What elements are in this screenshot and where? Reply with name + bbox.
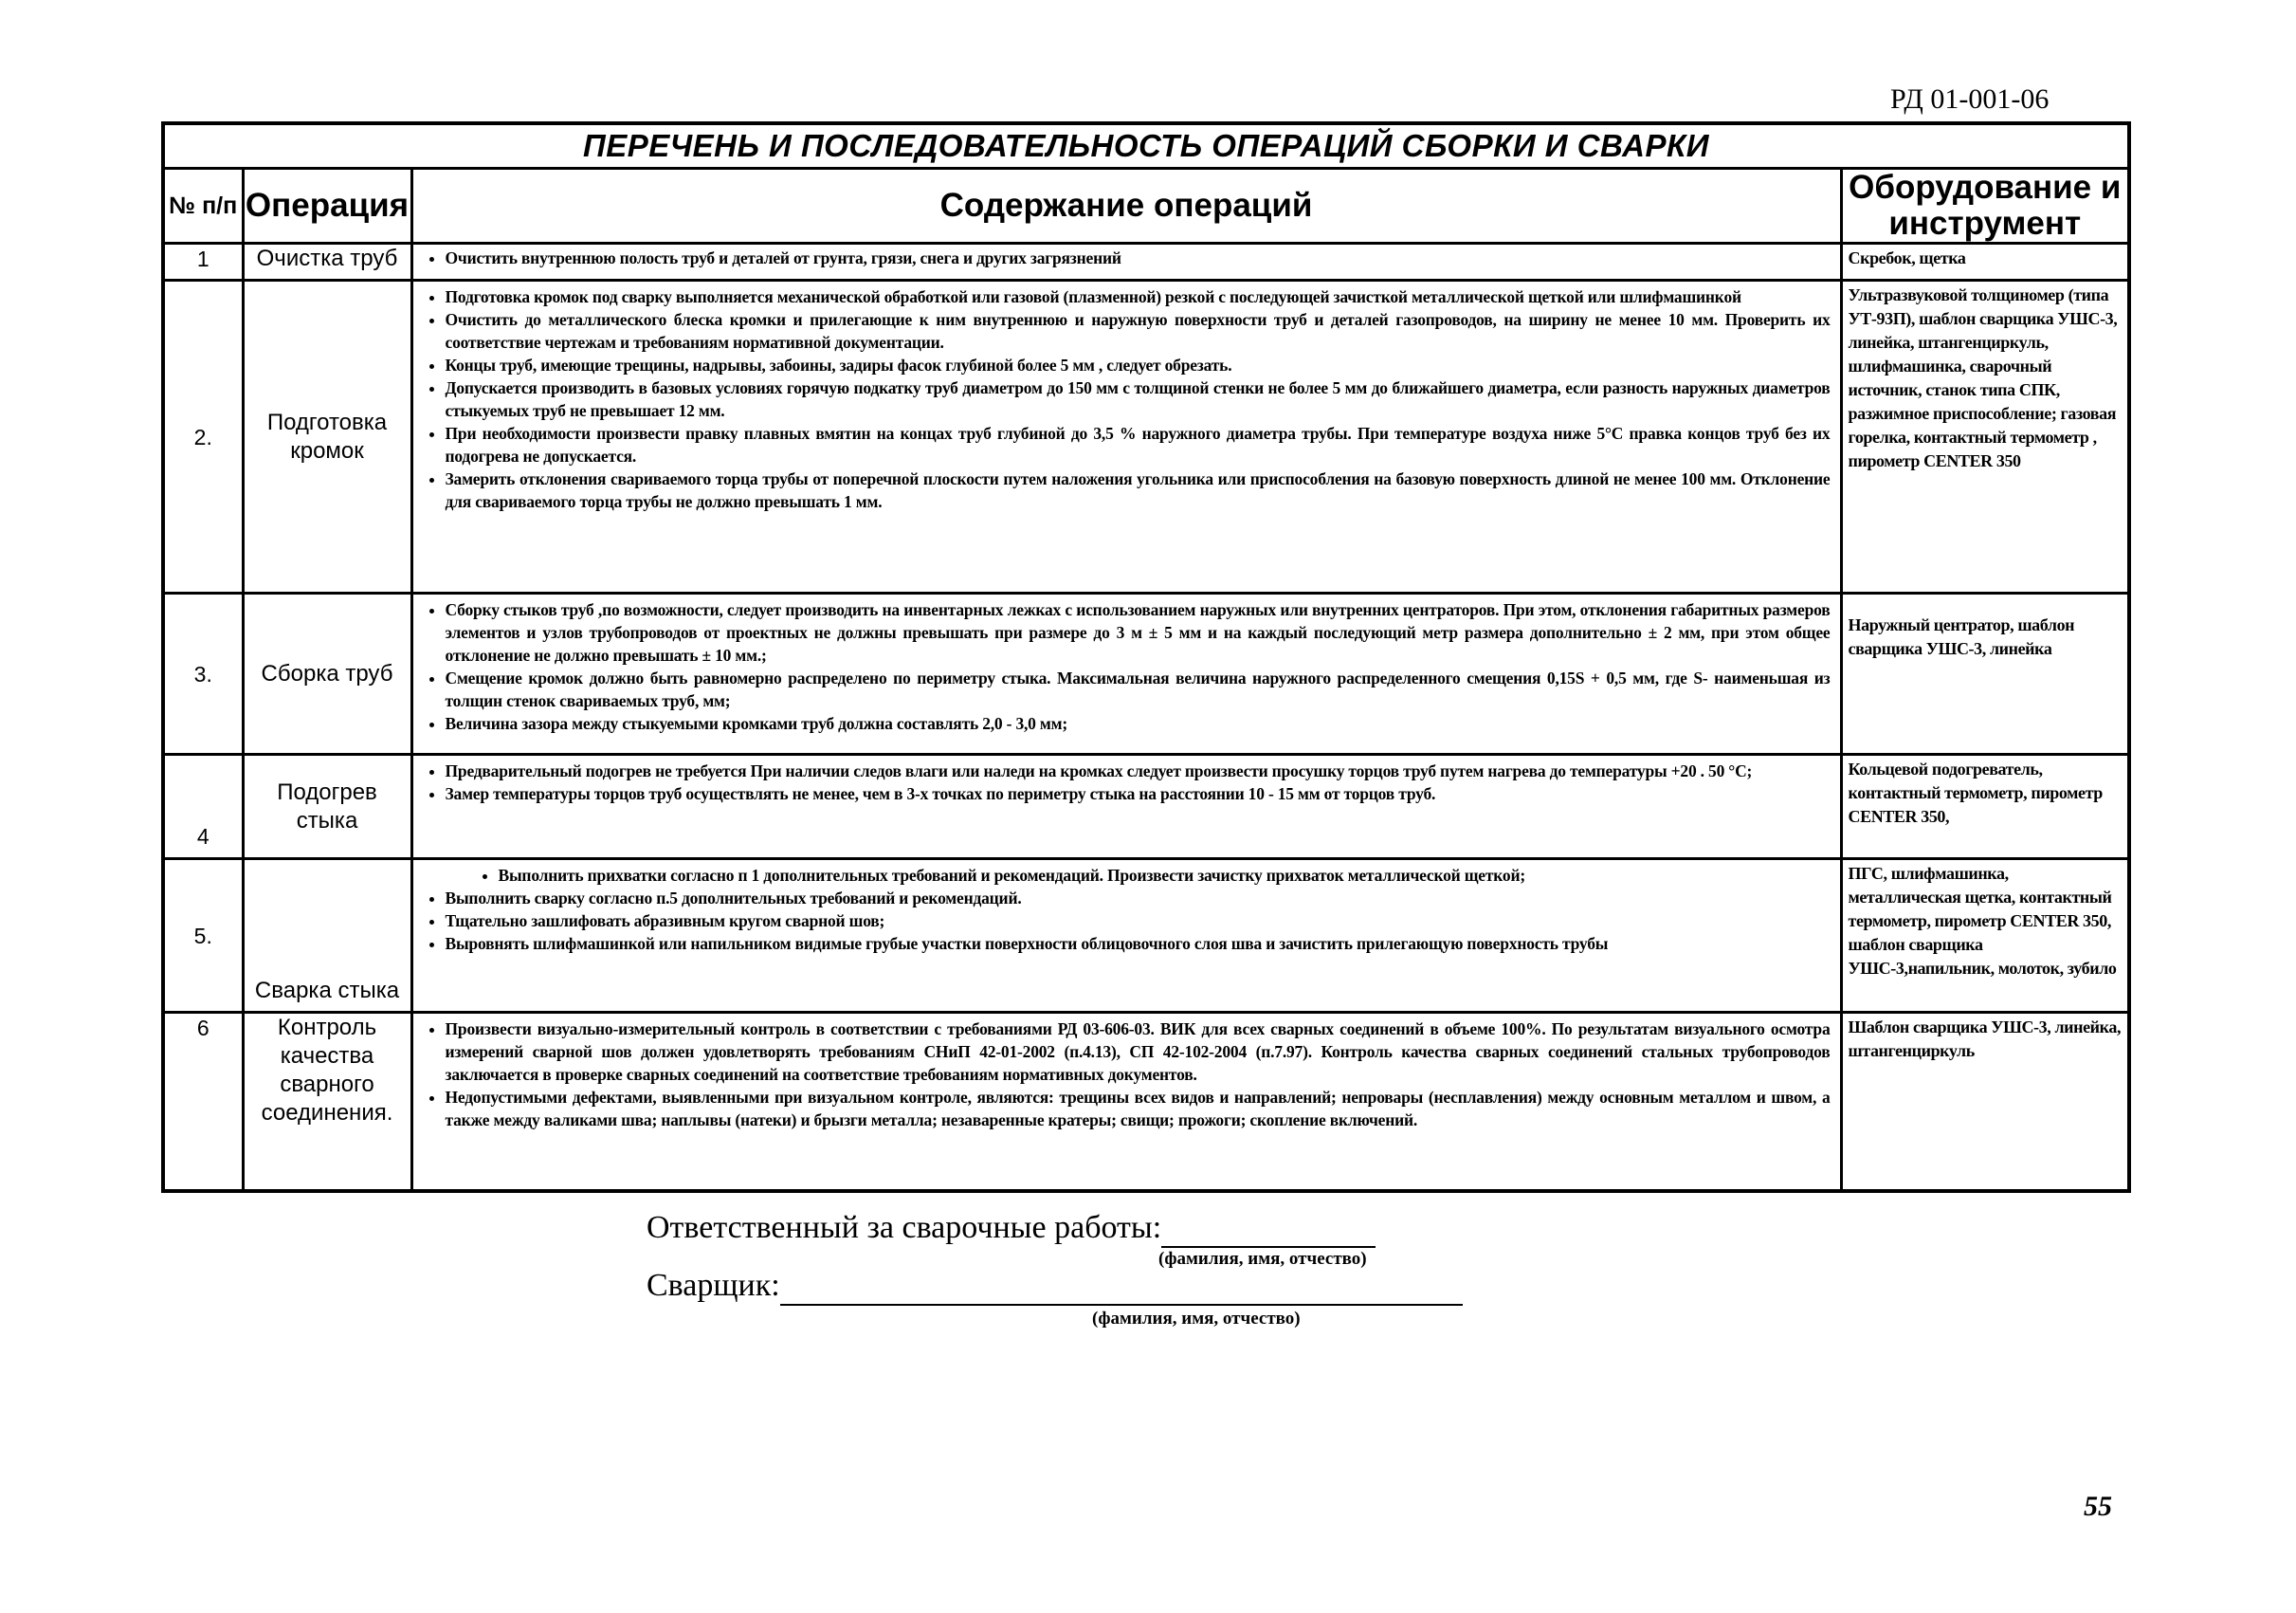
operation-name: Контроль качества сварного соединения. xyxy=(243,1013,411,1191)
list-item: • Подготовка кромок под сварку выполняется механической обработкой или газовой (плазменной) резкой с последующей зачисткой металлической щеткой или шлифмашинкой xyxy=(446,285,1831,308)
column-header-content: Содержание операций xyxy=(411,169,1841,244)
list-item: • Очистить внутреннюю полость труб и деталей от грунта, грязи, снега и других загрязнений xyxy=(446,248,1831,267)
operation-name: Подогрев стыка xyxy=(243,755,411,859)
list-item: • Предварительный подогрев не требуется При наличии следов влаги или наледи на кромках следует произвести просушку торцов труб путем нагрева до температуры +20 . 50 °С; xyxy=(446,760,1831,782)
table-row xyxy=(163,594,2129,755)
operation-content xyxy=(411,859,1841,1013)
responsible-hint: (фамилия, имя, отчество) xyxy=(1158,1249,1367,1269)
table-row xyxy=(163,1013,2129,1191)
page-number: 55 xyxy=(2084,1491,2112,1522)
table-row xyxy=(163,859,2129,1013)
row-number: 4 xyxy=(163,755,243,859)
operation-name: Сборка труб xyxy=(243,594,411,755)
list-item: • Концы труб, имеющие трещины, надрывы, забоины, задиры фасок глубиной более 5 мм , следует обрезать. xyxy=(446,354,1831,376)
welder-label: Сварщик: xyxy=(647,1268,780,1303)
list-item: • Очистить до металлического блеска кромки и прилегающие к ним внутреннюю и наружную поверхности труб и деталей газопроводов, на ширину не менее 10 мм. Проверить их соответствие чертежам и требованиям нормативной документации. xyxy=(446,308,1831,354)
operation-name: Очистка труб xyxy=(243,244,411,281)
list-item: • Смещение кромок должно быть равномерно распределено по периметру стыка. Максимальная величина наружного распределенного смещения 0,15S + 0,5 мм, где S- наименьшая из толщин стенок свариваемых труб, мм; xyxy=(446,667,1831,712)
responsible-signature-field[interactable] xyxy=(1161,1210,1376,1248)
welder-hint: (фамилия, имя, отчество) xyxy=(1092,1309,1301,1329)
list-item: • При необходимости произвести правку плавных вмятин на концах труб глубиной до 3,5 % наружного диаметра трубы. При температуре воздуха ниже 5°С правка концов труб без их подогрева не допускается. xyxy=(446,422,1831,467)
operation-content xyxy=(411,1013,1841,1191)
column-header-num: № п/п xyxy=(163,169,243,244)
list-item: • Произвести визуально-измерительный контроль в соответствии с требованиями РД 03-606-03. ВИК для всех сварных соединений в объеме 100%. По результатам визуального осмотра измерений сварной шов должен удовлетворять требованиям СНиП 42-01-2002 (п.4.13), СП 42-102-2004 (п.7.97). Контроль качества сварных соединений стальных трубопроводов заключается в проверке сварных соединений на соответствие требованиям нормативных документов. xyxy=(446,1017,1831,1086)
row-number: 3. xyxy=(163,594,243,755)
welder-signature-line xyxy=(647,1268,1463,1306)
operation-content xyxy=(411,755,1841,859)
row-number: 1 xyxy=(163,244,243,281)
responsible-signature-line xyxy=(647,1210,1376,1248)
operation-content xyxy=(411,244,1841,281)
responsible-label: Ответственный за сварочные работы: xyxy=(647,1210,1162,1245)
list-item: • Тщательно зашлифовать абразивным кругом сварной шов; xyxy=(446,909,1831,932)
list-item: • Замер температуры торцов труб осуществлять не менее, чем в 3-х точках по периметру стыка на расстоянии 10 - 15 мм от торцов труб. xyxy=(446,782,1831,805)
list-item: • Выровнять шлифмашинкой или напильником видимые грубые участки поверхности облицовочного слоя шва и зачистить прилегающую поверхность трубы xyxy=(446,932,1831,955)
list-item: • Замерить отклонения свариваемого торца трубы от поперечной плоскости путем наложения угольника или приспособления на базовую поверхность длиной не менее 100 мм. Отклонение для свариваемого торца трубы не должно превышать 1 мм. xyxy=(446,467,1831,513)
operation-name: Сварка стыка xyxy=(243,859,411,1013)
operation-content xyxy=(411,594,1841,755)
list-item: • Выполнить прихватки согласно п 1 дополнительных требований и рекомендаций. Произвести зачистку прихваток металлической щеткой; xyxy=(499,864,1831,887)
table-title: ПЕРЕЧЕНЬ И ПОСЛЕДОВАТЕЛЬНОСТЬ ОПЕРАЦИЙ СБОРКИ И СВАРКИ xyxy=(163,123,2129,169)
document-code: РД 01-001-06 xyxy=(1890,83,2050,115)
table-title-row xyxy=(163,123,2129,169)
table-row xyxy=(163,244,2129,281)
list-item: • Выполнить сварку согласно п.5 дополнительных требований и рекомендаций. xyxy=(446,887,1831,909)
list-item: • Величина зазора между стыкуемыми кромками труб должна составлять 2,0 - 3,0 мм; xyxy=(446,712,1831,735)
list-item: • Допускается производить в базовых условиях горячую подкатку труб диаметром до 150 мм с толщиной стенки не более 5 мм до ближайшего диаметра, если разность наружных диаметров стыкуемых труб не превышает 12 мм. xyxy=(446,376,1831,422)
row-number: 2. xyxy=(163,281,243,594)
table-row xyxy=(163,755,2129,859)
operations-table xyxy=(161,121,2131,1193)
operation-content xyxy=(411,281,1841,594)
equipment-list: Шаблон сварщика УШС-3, линейка, штангенциркуль xyxy=(1841,1013,2129,1191)
equipment-list: Наружный центратор, шаблон сварщика УШС-3, линейка xyxy=(1841,594,2129,755)
row-number: 5. xyxy=(163,859,243,1013)
equipment-list: ПГС, шлифмашинка, металлическая щетка, контактный термометр, пирометр CENTER 350, шаблон сварщика УШС-3,напильник, молоток, зубило xyxy=(1841,859,2129,1013)
list-item: • Недопустимыми дефектами, выявленными при визуальном контроле, являются: трещины всех видов и направлений; непровары (несплавления) между основным металлом и швом, а также между валиками шва; наплывы (натеки) и брызги металла; незаваренные кратеры; свищи; прожоги; скопление включений. xyxy=(446,1086,1831,1131)
column-header-equipment: Оборудование и инструмент xyxy=(1841,169,2129,244)
equipment-list: Скребок, щетка xyxy=(1841,244,2129,281)
equipment-list: Кольцевой подогреватель, контактный термометр, пирометр CENTER 350, xyxy=(1841,755,2129,859)
equipment-list: Ультразвуковой толщиномер (типа УТ-93П), шаблон сварщика УШС-3, линейка, штангенциркуль, шлифмашинка, сварочный источник, станок типа СПК, разжимное приспособление; газовая горелка, контактный термометр , пирометр CENTER 350 xyxy=(1841,281,2129,594)
table-row xyxy=(163,281,2129,594)
list-item: • Сборку стыков труб ,по возможности, следует производить на инвентарных лежках с использованием наружных или внутренних центраторов. При этом, отклонения габаритных размеров элементов и узлов трубопроводов от проектных не должны превышать при размере до 3 м ± 5 мм и на каждый последующий метр размера дополнительно ± 2 мм, при этом общее отклонение не должно превышать ± 10 мм.; xyxy=(446,598,1831,667)
welder-signature-field[interactable] xyxy=(780,1268,1463,1306)
row-number: 6 xyxy=(163,1013,243,1191)
column-header-operation: Операция xyxy=(243,169,411,244)
operation-name: Подготовка кромок xyxy=(243,281,411,594)
table-header-row xyxy=(163,169,2129,244)
